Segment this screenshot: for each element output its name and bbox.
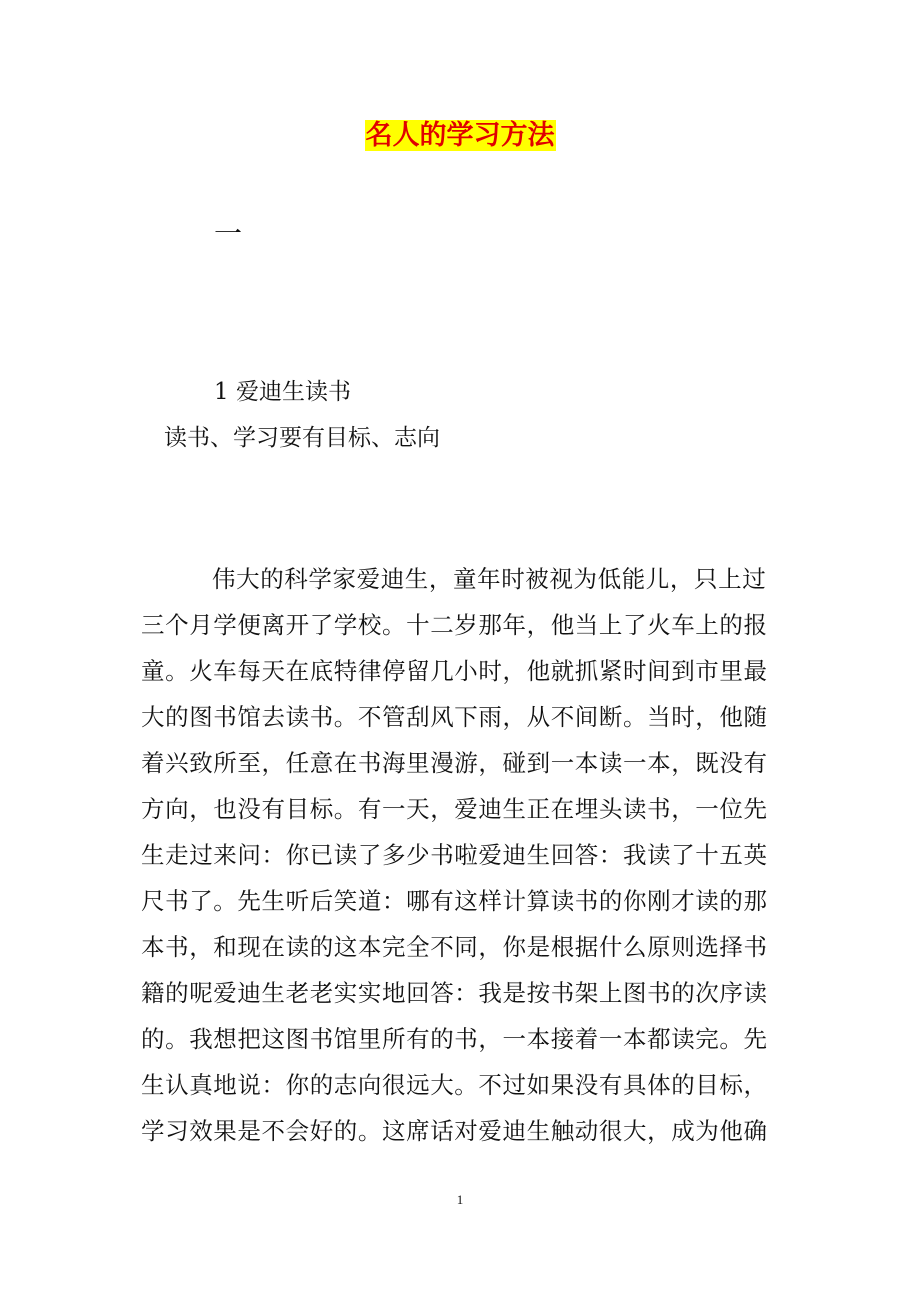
body-line: 大的图书馆去读书。不管刮风下雨，从不间断。当时，他随 xyxy=(141,703,768,731)
body-line: 童。火车每天在底特律停留几小时，他就抓紧时间到市里最 xyxy=(141,657,768,685)
body-line: 的。我想把这图书馆里所有的书，一本接着一本都读完。先 xyxy=(141,1025,768,1053)
section-number: 一 xyxy=(214,217,243,250)
body-line: 学习效果是不会好的。这席话对爱迪生触动很大，成为他确 xyxy=(141,1117,768,1145)
subheading: 读书、学习要有目标、志向 xyxy=(164,425,440,451)
heading: 1 爱迪生读书 xyxy=(214,379,351,405)
body-line: 三个月学便离开了学校。十二岁那年，他当上了火车上的报 xyxy=(141,611,768,639)
body-line: 生走过来问：你已读了多少书啦爱迪生回答：我读了十五英 xyxy=(141,841,768,869)
document-title-text: 名人的学习方法 xyxy=(365,120,555,151)
document-title xyxy=(0,116,920,156)
body-line: 生认真地说：你的志向很远大。不过如果没有具体的目标， xyxy=(141,1071,768,1099)
body-line: 尺书了。先生听后笑道：哪有这样计算读书的你刚才读的那 xyxy=(141,887,768,915)
body-line: 方向，也没有目标。有一天，爱迪生正在埋头读书，一位先 xyxy=(141,795,768,823)
body-line: 伟大的科学家爱迪生，童年时被视为低能儿，只上过 xyxy=(212,565,767,593)
body-line: 籍的呢爱迪生老老实实地回答：我是按书架上图书的次序读 xyxy=(141,979,768,1007)
body-line: 本书，和现在读的这本完全不同，你是根据什么原则选择书 xyxy=(141,933,768,961)
page-number: 1 xyxy=(456,1192,464,1207)
body-line: 着兴致所至，任意在书海里漫游，碰到一本读一本，既没有 xyxy=(141,749,768,777)
